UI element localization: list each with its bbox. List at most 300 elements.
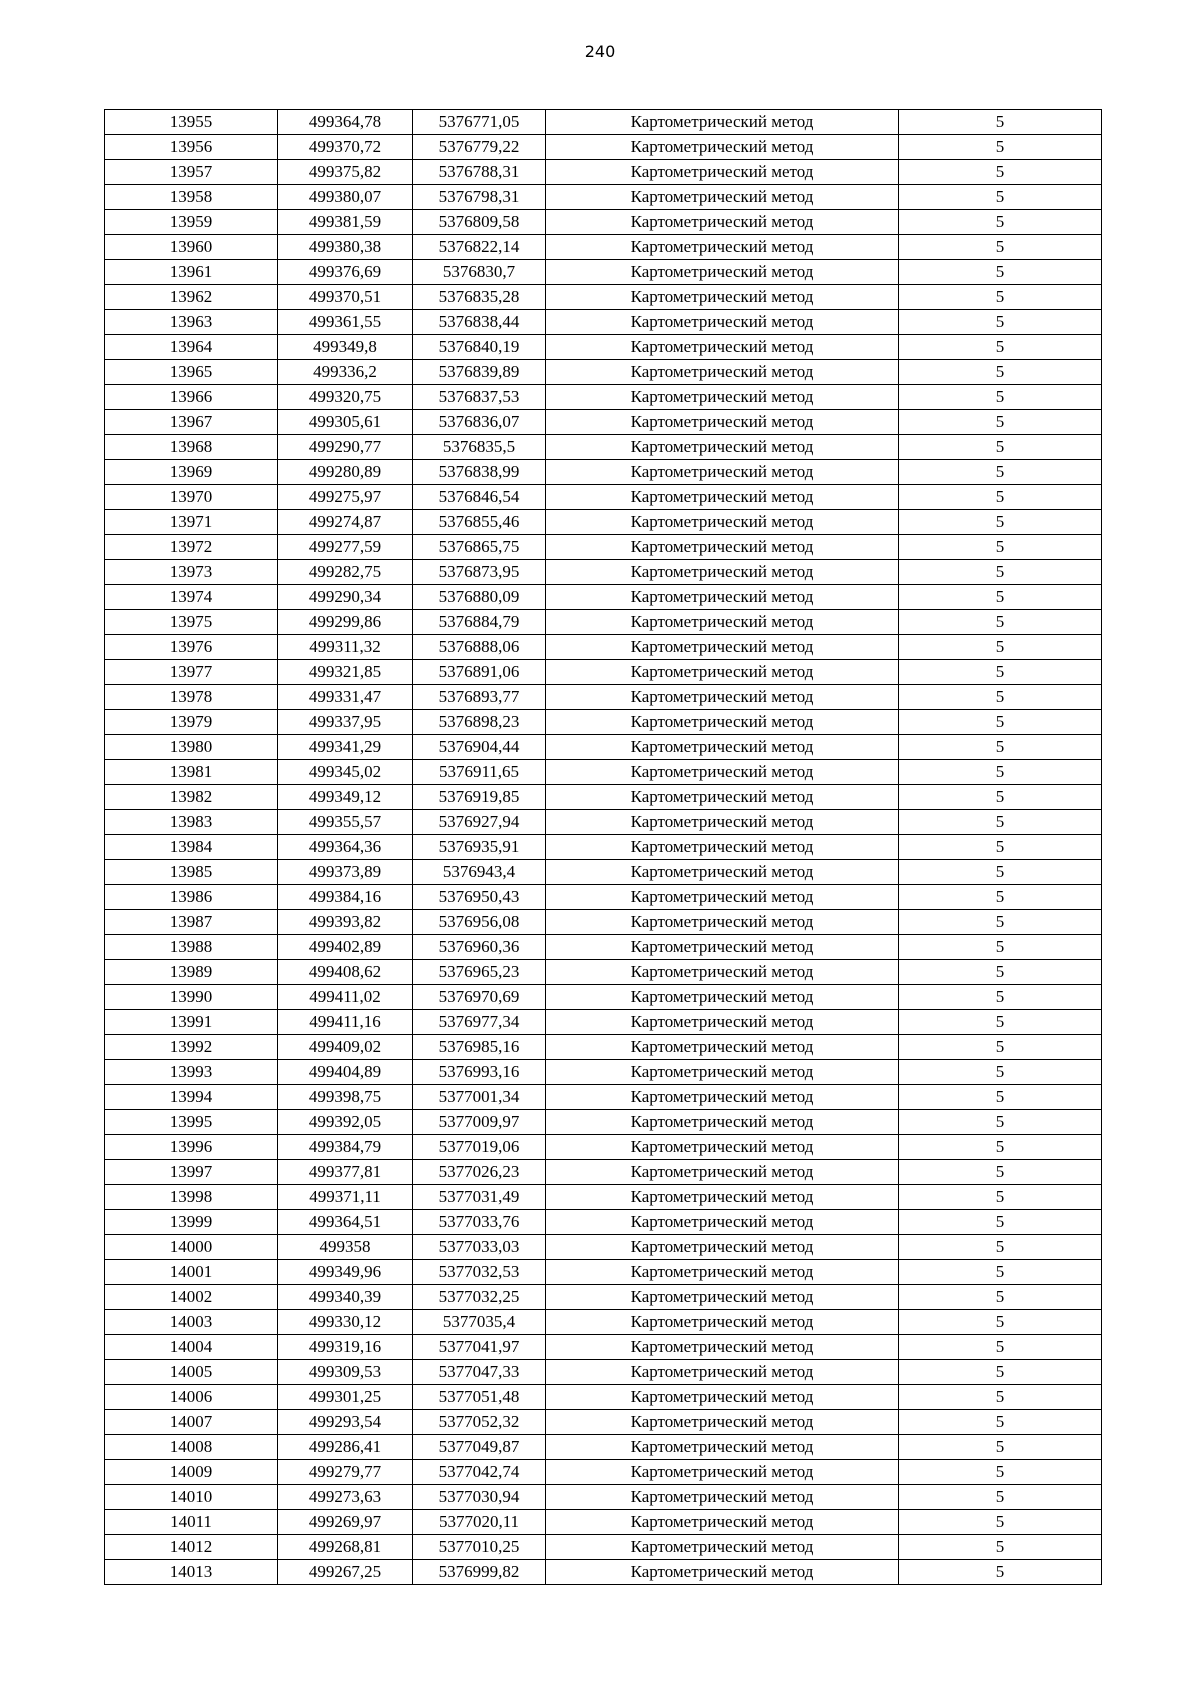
y-coordinate-cell: 5376999,82 xyxy=(413,1560,546,1585)
x-coordinate-cell: 499355,57 xyxy=(278,810,413,835)
y-coordinate-cell: 5377041,97 xyxy=(413,1335,546,1360)
point-number-cell: 13982 xyxy=(105,785,278,810)
accuracy-cell: 5 xyxy=(899,1135,1102,1160)
accuracy-cell: 5 xyxy=(899,1460,1102,1485)
method-cell: Картометрический метод xyxy=(546,285,899,310)
method-cell: Картометрический метод xyxy=(546,1410,899,1435)
method-cell: Картометрический метод xyxy=(546,1560,899,1585)
point-number-cell: 14001 xyxy=(105,1260,278,1285)
table-row xyxy=(105,1285,1102,1310)
point-number-cell: 13976 xyxy=(105,635,278,660)
table-row xyxy=(105,335,1102,360)
accuracy-cell: 5 xyxy=(899,1335,1102,1360)
accuracy-cell: 5 xyxy=(899,1560,1102,1585)
method-cell: Картометрический метод xyxy=(546,535,899,560)
table-row xyxy=(105,435,1102,460)
method-cell: Картометрический метод xyxy=(546,410,899,435)
table-row xyxy=(105,135,1102,160)
accuracy-cell: 5 xyxy=(899,210,1102,235)
table-row xyxy=(105,460,1102,485)
y-coordinate-cell: 5376977,34 xyxy=(413,1010,546,1035)
accuracy-cell: 5 xyxy=(899,110,1102,135)
table-row xyxy=(105,410,1102,435)
table-row xyxy=(105,235,1102,260)
x-coordinate-cell: 499275,97 xyxy=(278,485,413,510)
x-coordinate-cell: 499320,75 xyxy=(278,385,413,410)
accuracy-cell: 5 xyxy=(899,735,1102,760)
method-cell: Картометрический метод xyxy=(546,635,899,660)
y-coordinate-cell: 5376927,94 xyxy=(413,810,546,835)
method-cell: Картометрический метод xyxy=(546,1335,899,1360)
table-row xyxy=(105,110,1102,135)
method-cell: Картометрический метод xyxy=(546,960,899,985)
accuracy-cell: 5 xyxy=(899,1060,1102,1085)
method-cell: Картометрический метод xyxy=(546,810,899,835)
x-coordinate-cell: 499381,59 xyxy=(278,210,413,235)
table-row xyxy=(105,660,1102,685)
y-coordinate-cell: 5376836,07 xyxy=(413,410,546,435)
point-number-cell: 13997 xyxy=(105,1160,278,1185)
point-number-cell: 13968 xyxy=(105,435,278,460)
accuracy-cell: 5 xyxy=(899,1185,1102,1210)
y-coordinate-cell: 5377030,94 xyxy=(413,1485,546,1510)
table-row xyxy=(105,785,1102,810)
table-row xyxy=(105,1460,1102,1485)
x-coordinate-cell: 499280,89 xyxy=(278,460,413,485)
table-row xyxy=(105,510,1102,535)
table-row xyxy=(105,1260,1102,1285)
x-coordinate-cell: 499330,12 xyxy=(278,1310,413,1335)
y-coordinate-cell: 5376873,95 xyxy=(413,560,546,585)
accuracy-cell: 5 xyxy=(899,785,1102,810)
y-coordinate-cell: 5376993,16 xyxy=(413,1060,546,1085)
method-cell: Картометрический метод xyxy=(546,1060,899,1085)
table-row xyxy=(105,860,1102,885)
y-coordinate-cell: 5376835,5 xyxy=(413,435,546,460)
y-coordinate-cell: 5376965,23 xyxy=(413,960,546,985)
method-cell: Картометрический метод xyxy=(546,935,899,960)
point-number-cell: 13972 xyxy=(105,535,278,560)
x-coordinate-cell: 499279,77 xyxy=(278,1460,413,1485)
accuracy-cell: 5 xyxy=(899,1235,1102,1260)
x-coordinate-cell: 499371,11 xyxy=(278,1185,413,1210)
point-number-cell: 13996 xyxy=(105,1135,278,1160)
accuracy-cell: 5 xyxy=(899,535,1102,560)
x-coordinate-cell: 499393,82 xyxy=(278,910,413,935)
y-coordinate-cell: 5376919,85 xyxy=(413,785,546,810)
y-coordinate-cell: 5377032,53 xyxy=(413,1260,546,1285)
accuracy-cell: 5 xyxy=(899,985,1102,1010)
x-coordinate-cell: 499384,16 xyxy=(278,885,413,910)
accuracy-cell: 5 xyxy=(899,435,1102,460)
y-coordinate-cell: 5377026,23 xyxy=(413,1160,546,1185)
y-coordinate-cell: 5377047,33 xyxy=(413,1360,546,1385)
accuracy-cell: 5 xyxy=(899,1085,1102,1110)
accuracy-cell: 5 xyxy=(899,510,1102,535)
y-coordinate-cell: 5376891,06 xyxy=(413,660,546,685)
method-cell: Картометрический метод xyxy=(546,1185,899,1210)
page-number: 240 xyxy=(584,42,616,61)
accuracy-cell: 5 xyxy=(899,935,1102,960)
table-row xyxy=(105,935,1102,960)
method-cell: Картометрический метод xyxy=(546,1210,899,1235)
method-cell: Картометрический метод xyxy=(546,235,899,260)
table-row xyxy=(105,160,1102,185)
y-coordinate-cell: 5376884,79 xyxy=(413,610,546,635)
x-coordinate-cell: 499269,97 xyxy=(278,1510,413,1535)
y-coordinate-cell: 5377042,74 xyxy=(413,1460,546,1485)
table-row xyxy=(105,1210,1102,1235)
x-coordinate-cell: 499267,25 xyxy=(278,1560,413,1585)
method-cell: Картометрический метод xyxy=(546,1435,899,1460)
table-row xyxy=(105,1435,1102,1460)
point-number-cell: 13984 xyxy=(105,835,278,860)
x-coordinate-cell: 499408,62 xyxy=(278,960,413,985)
y-coordinate-cell: 5377049,87 xyxy=(413,1435,546,1460)
accuracy-cell: 5 xyxy=(899,135,1102,160)
accuracy-cell: 5 xyxy=(899,660,1102,685)
accuracy-cell: 5 xyxy=(899,485,1102,510)
table-row xyxy=(105,1335,1102,1360)
table-row xyxy=(105,1385,1102,1410)
point-number-cell: 14006 xyxy=(105,1385,278,1410)
y-coordinate-cell: 5377033,03 xyxy=(413,1235,546,1260)
table-row xyxy=(105,1535,1102,1560)
x-coordinate-cell: 499340,39 xyxy=(278,1285,413,1310)
point-number-cell: 14000 xyxy=(105,1235,278,1260)
y-coordinate-cell: 5376846,54 xyxy=(413,485,546,510)
point-number-cell: 13966 xyxy=(105,385,278,410)
method-cell: Картометрический метод xyxy=(546,785,899,810)
x-coordinate-cell: 499293,54 xyxy=(278,1410,413,1435)
x-coordinate-cell: 499411,16 xyxy=(278,1010,413,1035)
accuracy-cell: 5 xyxy=(899,1285,1102,1310)
method-cell: Картометрический метод xyxy=(546,1460,899,1485)
method-cell: Картометрический метод xyxy=(546,1110,899,1135)
x-coordinate-cell: 499402,89 xyxy=(278,935,413,960)
y-coordinate-cell: 5376935,91 xyxy=(413,835,546,860)
table-row xyxy=(105,1310,1102,1335)
table-row xyxy=(105,260,1102,285)
accuracy-cell: 5 xyxy=(899,1385,1102,1410)
accuracy-cell: 5 xyxy=(899,685,1102,710)
x-coordinate-cell: 499337,95 xyxy=(278,710,413,735)
point-number-cell: 13991 xyxy=(105,1010,278,1035)
method-cell: Картометрический метод xyxy=(546,735,899,760)
y-coordinate-cell: 5377010,25 xyxy=(413,1535,546,1560)
table-row xyxy=(105,685,1102,710)
accuracy-cell: 5 xyxy=(899,460,1102,485)
method-cell: Картометрический метод xyxy=(546,1285,899,1310)
y-coordinate-cell: 5376970,69 xyxy=(413,985,546,1010)
y-coordinate-cell: 5376911,65 xyxy=(413,760,546,785)
point-number-cell: 13985 xyxy=(105,860,278,885)
accuracy-cell: 5 xyxy=(899,385,1102,410)
method-cell: Картометрический метод xyxy=(546,1135,899,1160)
accuracy-cell: 5 xyxy=(899,285,1102,310)
point-number-cell: 14011 xyxy=(105,1510,278,1535)
point-number-cell: 13961 xyxy=(105,260,278,285)
method-cell: Картометрический метод xyxy=(546,560,899,585)
table-row xyxy=(105,835,1102,860)
accuracy-cell: 5 xyxy=(899,160,1102,185)
method-cell: Картометрический метод xyxy=(546,1310,899,1335)
method-cell: Картометрический метод xyxy=(546,610,899,635)
y-coordinate-cell: 5376880,09 xyxy=(413,585,546,610)
y-coordinate-cell: 5376943,4 xyxy=(413,860,546,885)
method-cell: Картометрический метод xyxy=(546,310,899,335)
x-coordinate-cell: 499373,89 xyxy=(278,860,413,885)
x-coordinate-cell: 499409,02 xyxy=(278,1035,413,1060)
y-coordinate-cell: 5377001,34 xyxy=(413,1085,546,1110)
table-row xyxy=(105,585,1102,610)
table-row xyxy=(105,1160,1102,1185)
accuracy-cell: 5 xyxy=(899,185,1102,210)
accuracy-cell: 5 xyxy=(899,1485,1102,1510)
table-row xyxy=(105,810,1102,835)
point-number-cell: 13957 xyxy=(105,160,278,185)
method-cell: Картометрический метод xyxy=(546,1160,899,1185)
method-cell: Картометрический метод xyxy=(546,760,899,785)
table-row xyxy=(105,1110,1102,1135)
table-row xyxy=(105,760,1102,785)
method-cell: Картометрический метод xyxy=(546,135,899,160)
y-coordinate-cell: 5376904,44 xyxy=(413,735,546,760)
y-coordinate-cell: 5377051,48 xyxy=(413,1385,546,1410)
x-coordinate-cell: 499349,12 xyxy=(278,785,413,810)
method-cell: Картометрический метод xyxy=(546,910,899,935)
point-number-cell: 14005 xyxy=(105,1360,278,1385)
method-cell: Картометрический метод xyxy=(546,985,899,1010)
table-row xyxy=(105,285,1102,310)
x-coordinate-cell: 499273,63 xyxy=(278,1485,413,1510)
method-cell: Картометрический метод xyxy=(546,1485,899,1510)
point-number-cell: 13975 xyxy=(105,610,278,635)
x-coordinate-cell: 499377,81 xyxy=(278,1160,413,1185)
y-coordinate-cell: 5376956,08 xyxy=(413,910,546,935)
point-number-cell: 13981 xyxy=(105,760,278,785)
point-number-cell: 13993 xyxy=(105,1060,278,1085)
method-cell: Картометрический метод xyxy=(546,1385,899,1410)
y-coordinate-cell: 5376779,22 xyxy=(413,135,546,160)
method-cell: Картометрический метод xyxy=(546,335,899,360)
x-coordinate-cell: 499376,69 xyxy=(278,260,413,285)
y-coordinate-cell: 5376893,77 xyxy=(413,685,546,710)
accuracy-cell: 5 xyxy=(899,1535,1102,1560)
accuracy-cell: 5 xyxy=(899,810,1102,835)
accuracy-cell: 5 xyxy=(899,710,1102,735)
accuracy-cell: 5 xyxy=(899,960,1102,985)
y-coordinate-cell: 5376771,05 xyxy=(413,110,546,135)
coordinates-table-body xyxy=(105,110,1102,1585)
x-coordinate-cell: 499358 xyxy=(278,1235,413,1260)
accuracy-cell: 5 xyxy=(899,885,1102,910)
y-coordinate-cell: 5376855,46 xyxy=(413,510,546,535)
point-number-cell: 13989 xyxy=(105,960,278,985)
y-coordinate-cell: 5376838,44 xyxy=(413,310,546,335)
method-cell: Картометрический метод xyxy=(546,210,899,235)
x-coordinate-cell: 499290,77 xyxy=(278,435,413,460)
x-coordinate-cell: 499380,38 xyxy=(278,235,413,260)
point-number-cell: 13979 xyxy=(105,710,278,735)
table-row xyxy=(105,1510,1102,1535)
point-number-cell: 13983 xyxy=(105,810,278,835)
accuracy-cell: 5 xyxy=(899,1435,1102,1460)
x-coordinate-cell: 499311,32 xyxy=(278,635,413,660)
method-cell: Картометрический метод xyxy=(546,110,899,135)
table-row xyxy=(105,735,1102,760)
table-row xyxy=(105,560,1102,585)
point-number-cell: 13960 xyxy=(105,235,278,260)
y-coordinate-cell: 5376898,23 xyxy=(413,710,546,735)
y-coordinate-cell: 5376837,53 xyxy=(413,385,546,410)
y-coordinate-cell: 5376888,06 xyxy=(413,635,546,660)
method-cell: Картометрический метод xyxy=(546,585,899,610)
x-coordinate-cell: 499345,02 xyxy=(278,760,413,785)
point-number-cell: 14012 xyxy=(105,1535,278,1560)
y-coordinate-cell: 5376950,43 xyxy=(413,885,546,910)
accuracy-cell: 5 xyxy=(899,1210,1102,1235)
table-row xyxy=(105,1235,1102,1260)
table-row xyxy=(105,1085,1102,1110)
x-coordinate-cell: 499309,53 xyxy=(278,1360,413,1385)
y-coordinate-cell: 5376838,99 xyxy=(413,460,546,485)
method-cell: Картометрический метод xyxy=(546,1085,899,1110)
method-cell: Картометрический метод xyxy=(546,510,899,535)
table-row xyxy=(105,985,1102,1010)
x-coordinate-cell: 499361,55 xyxy=(278,310,413,335)
point-number-cell: 14004 xyxy=(105,1335,278,1360)
table-row xyxy=(105,210,1102,235)
point-number-cell: 13992 xyxy=(105,1035,278,1060)
accuracy-cell: 5 xyxy=(899,360,1102,385)
point-number-cell: 13994 xyxy=(105,1085,278,1110)
y-coordinate-cell: 5377035,4 xyxy=(413,1310,546,1335)
y-coordinate-cell: 5377032,25 xyxy=(413,1285,546,1310)
method-cell: Картометрический метод xyxy=(546,1510,899,1535)
table-row xyxy=(105,1135,1102,1160)
table-row xyxy=(105,1560,1102,1585)
point-number-cell: 13967 xyxy=(105,410,278,435)
accuracy-cell: 5 xyxy=(899,610,1102,635)
method-cell: Картометрический метод xyxy=(546,1035,899,1060)
table-row xyxy=(105,610,1102,635)
point-number-cell: 13962 xyxy=(105,285,278,310)
point-number-cell: 13977 xyxy=(105,660,278,685)
accuracy-cell: 5 xyxy=(899,560,1102,585)
accuracy-cell: 5 xyxy=(899,335,1102,360)
point-number-cell: 13959 xyxy=(105,210,278,235)
x-coordinate-cell: 499336,2 xyxy=(278,360,413,385)
table-row xyxy=(105,1035,1102,1060)
x-coordinate-cell: 499274,87 xyxy=(278,510,413,535)
point-number-cell: 13969 xyxy=(105,460,278,485)
accuracy-cell: 5 xyxy=(899,860,1102,885)
x-coordinate-cell: 499349,8 xyxy=(278,335,413,360)
point-number-cell: 13974 xyxy=(105,585,278,610)
table-row xyxy=(105,310,1102,335)
method-cell: Картометрический метод xyxy=(546,1360,899,1385)
accuracy-cell: 5 xyxy=(899,1110,1102,1135)
method-cell: Картометрический метод xyxy=(546,185,899,210)
accuracy-cell: 5 xyxy=(899,1510,1102,1535)
table-row xyxy=(105,1185,1102,1210)
accuracy-cell: 5 xyxy=(899,760,1102,785)
point-number-cell: 13990 xyxy=(105,985,278,1010)
y-coordinate-cell: 5377020,11 xyxy=(413,1510,546,1535)
x-coordinate-cell: 499411,02 xyxy=(278,985,413,1010)
point-number-cell: 14008 xyxy=(105,1435,278,1460)
table-row xyxy=(105,360,1102,385)
x-coordinate-cell: 499375,82 xyxy=(278,160,413,185)
x-coordinate-cell: 499341,29 xyxy=(278,735,413,760)
table-row xyxy=(105,185,1102,210)
table-row xyxy=(105,710,1102,735)
method-cell: Картометрический метод xyxy=(546,435,899,460)
method-cell: Картометрический метод xyxy=(546,1010,899,1035)
method-cell: Картометрический метод xyxy=(546,885,899,910)
method-cell: Картометрический метод xyxy=(546,835,899,860)
x-coordinate-cell: 499398,75 xyxy=(278,1085,413,1110)
method-cell: Картометрический метод xyxy=(546,685,899,710)
point-number-cell: 14013 xyxy=(105,1560,278,1585)
point-number-cell: 13988 xyxy=(105,935,278,960)
point-number-cell: 14002 xyxy=(105,1285,278,1310)
point-number-cell: 14007 xyxy=(105,1410,278,1435)
y-coordinate-cell: 5376830,7 xyxy=(413,260,546,285)
accuracy-cell: 5 xyxy=(899,635,1102,660)
point-number-cell: 13970 xyxy=(105,485,278,510)
accuracy-cell: 5 xyxy=(899,1160,1102,1185)
method-cell: Картометрический метод xyxy=(546,860,899,885)
point-number-cell: 14003 xyxy=(105,1310,278,1335)
table-row xyxy=(105,1060,1102,1085)
y-coordinate-cell: 5377033,76 xyxy=(413,1210,546,1235)
x-coordinate-cell: 499268,81 xyxy=(278,1535,413,1560)
accuracy-cell: 5 xyxy=(899,1410,1102,1435)
accuracy-cell: 5 xyxy=(899,1260,1102,1285)
point-number-cell: 13956 xyxy=(105,135,278,160)
x-coordinate-cell: 499364,51 xyxy=(278,1210,413,1235)
x-coordinate-cell: 499286,41 xyxy=(278,1435,413,1460)
accuracy-cell: 5 xyxy=(899,910,1102,935)
table-row xyxy=(105,535,1102,560)
y-coordinate-cell: 5377031,49 xyxy=(413,1185,546,1210)
table-row xyxy=(105,385,1102,410)
x-coordinate-cell: 499370,51 xyxy=(278,285,413,310)
y-coordinate-cell: 5376839,89 xyxy=(413,360,546,385)
y-coordinate-cell: 5376788,31 xyxy=(413,160,546,185)
x-coordinate-cell: 499290,34 xyxy=(278,585,413,610)
accuracy-cell: 5 xyxy=(899,1010,1102,1035)
point-number-cell: 13963 xyxy=(105,310,278,335)
x-coordinate-cell: 499299,86 xyxy=(278,610,413,635)
point-number-cell: 13986 xyxy=(105,885,278,910)
x-coordinate-cell: 499392,05 xyxy=(278,1110,413,1135)
point-number-cell: 13958 xyxy=(105,185,278,210)
point-number-cell: 13978 xyxy=(105,685,278,710)
table-row xyxy=(105,485,1102,510)
table-row xyxy=(105,1010,1102,1035)
y-coordinate-cell: 5376840,19 xyxy=(413,335,546,360)
x-coordinate-cell: 499364,36 xyxy=(278,835,413,860)
method-cell: Картометрический метод xyxy=(546,1260,899,1285)
accuracy-cell: 5 xyxy=(899,1035,1102,1060)
x-coordinate-cell: 499319,16 xyxy=(278,1335,413,1360)
y-coordinate-cell: 5376835,28 xyxy=(413,285,546,310)
table-row xyxy=(105,1485,1102,1510)
method-cell: Картометрический метод xyxy=(546,1235,899,1260)
